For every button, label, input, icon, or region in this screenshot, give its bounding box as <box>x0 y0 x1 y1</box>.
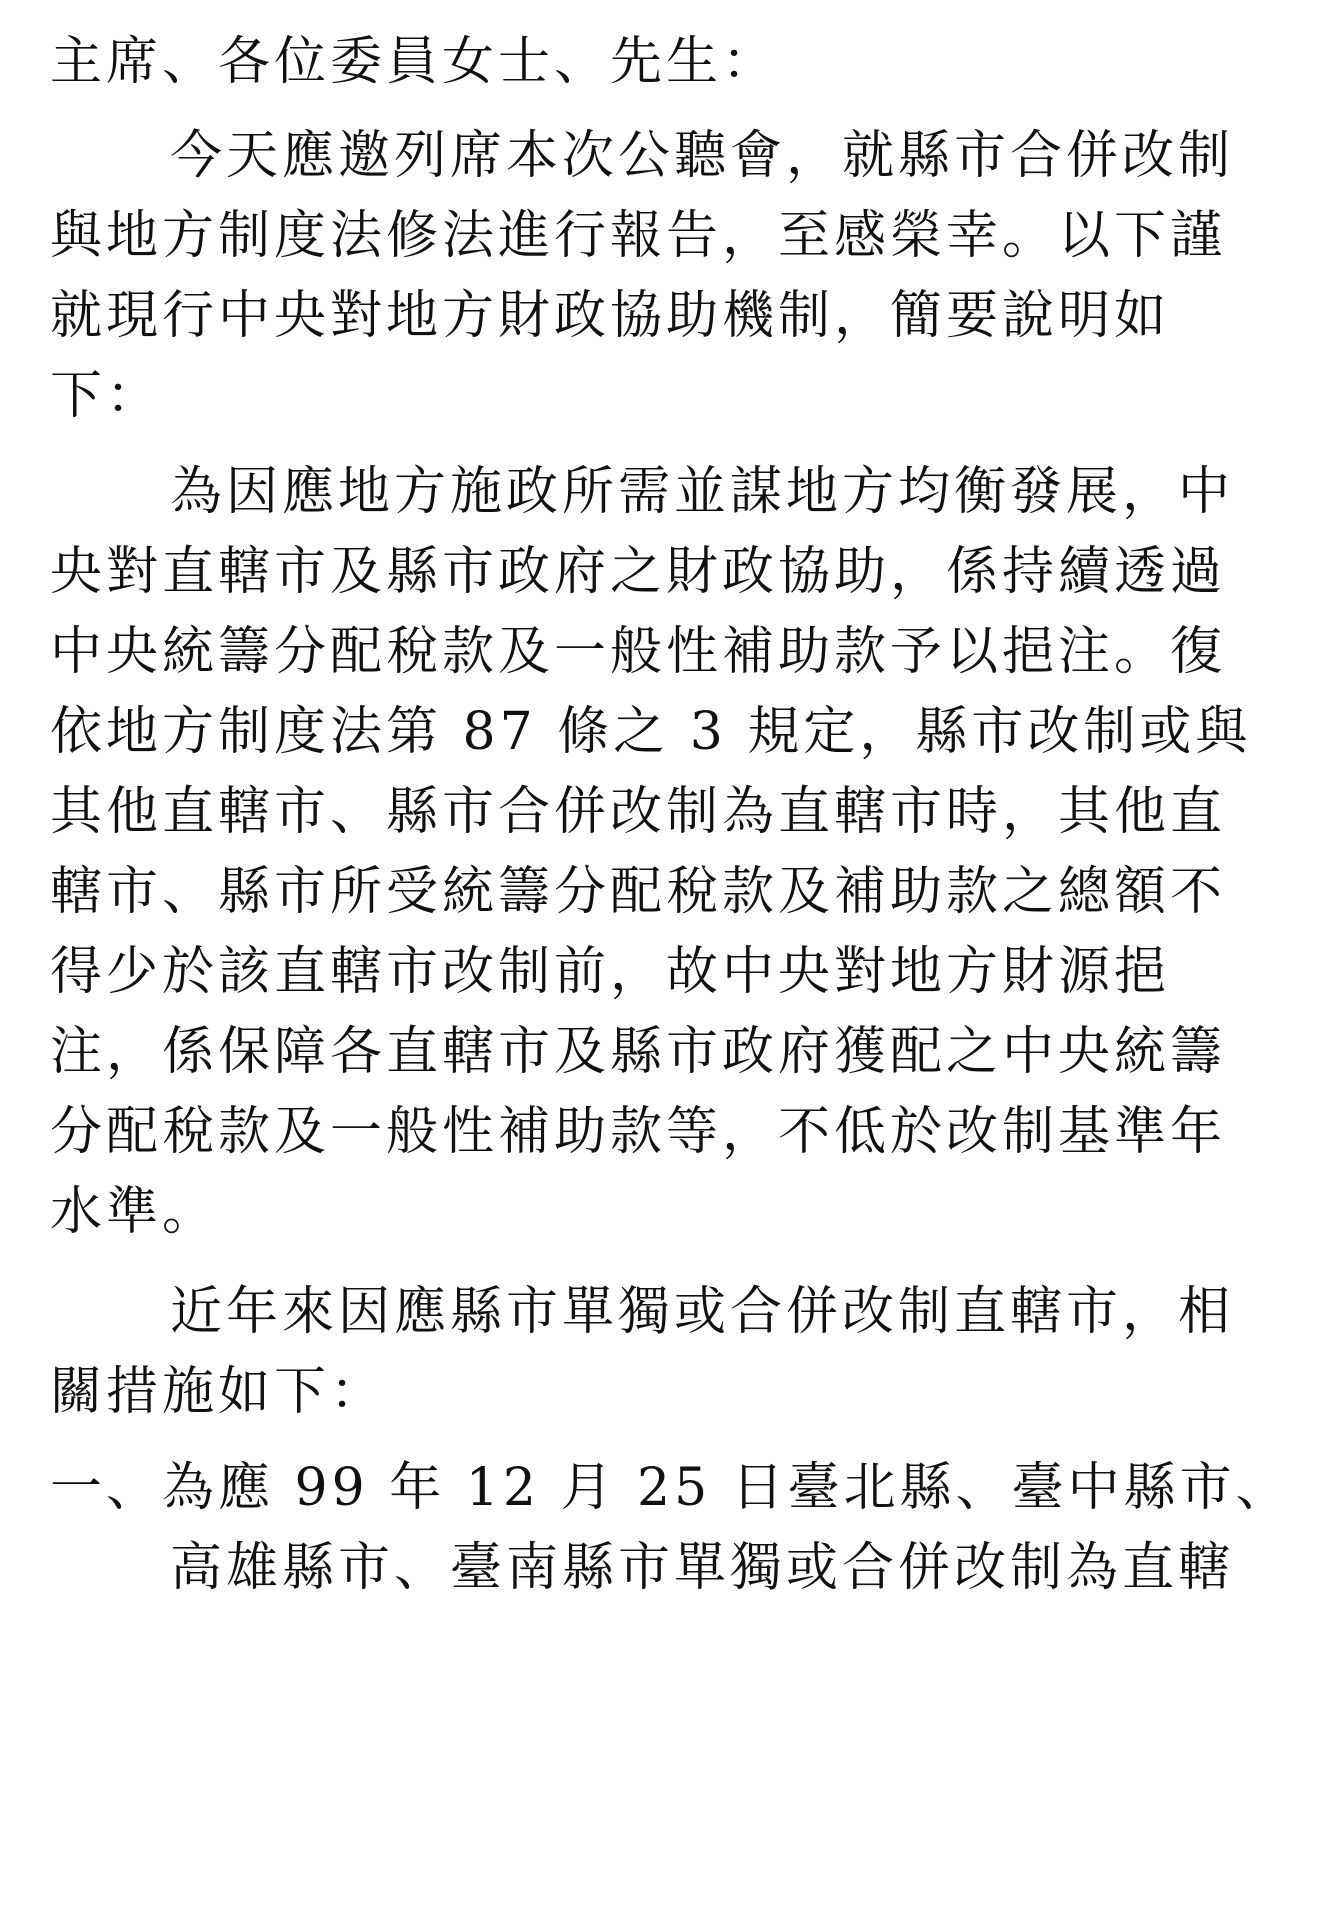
paragraph-3-line-2: 關措施如下： <box>50 1362 387 1422</box>
paragraph-1-line-2: 與地方制度法修法進行報告，至感榮幸。以下謹 <box>50 206 1227 266</box>
paragraph-2-line-10: 水準。 <box>50 1182 219 1242</box>
paragraph-3-line-1: 近年來因應縣市單獨或合併改制直轄市，相 <box>170 1282 1235 1342</box>
paragraph-2-line-5: 其他直轄市、縣市合併改制為直轄市時，其他直 <box>50 782 1227 842</box>
list-item-1-line-1: 一、為應 99 年 12 月 25 日臺北縣、臺中縣市、 <box>50 1458 1292 1518</box>
paragraph-1-line-3: 就現行中央對地方財政協助機制，簡要說明如 <box>50 286 1171 346</box>
paragraph-2-line-2: 央對直轄市及縣市政府之財政協助，係持續透過 <box>50 542 1227 602</box>
paragraph-2-line-1: 為因應地方施政所需並謀地方均衡發展，中 <box>170 462 1235 522</box>
paragraph-1-line-4: 下： <box>50 366 163 426</box>
paragraph-2-line-6: 轄市、縣市所受統籌分配稅款及補助款之總額不 <box>50 862 1227 922</box>
list-item-1-line-2: 高雄縣市、臺南縣市單獨或合併改制為直轄 <box>170 1538 1235 1598</box>
paragraph-1-line-1: 今天應邀列席本次公聽會，就縣市合併改制 <box>170 126 1235 186</box>
paragraph-2-line-3: 中央統籌分配稅款及一般性補助款予以挹注。復 <box>50 622 1227 682</box>
paragraph-2-line-8: 注，係保障各直轄市及縣市政府獲配之中央統籌 <box>50 1022 1227 1082</box>
paragraph-2-line-4: 依地方制度法第 87 條之 3 規定，縣市改制或與 <box>50 702 1252 762</box>
paragraph-2-line-9: 分配稅款及一般性補助款等，不低於改制基準年 <box>50 1102 1227 1162</box>
paragraph-2-line-7: 得少於該直轄市改制前，故中央對地方財源挹 <box>50 942 1171 1002</box>
greeting: 主席、各位委員女士、先生： <box>50 32 779 92</box>
